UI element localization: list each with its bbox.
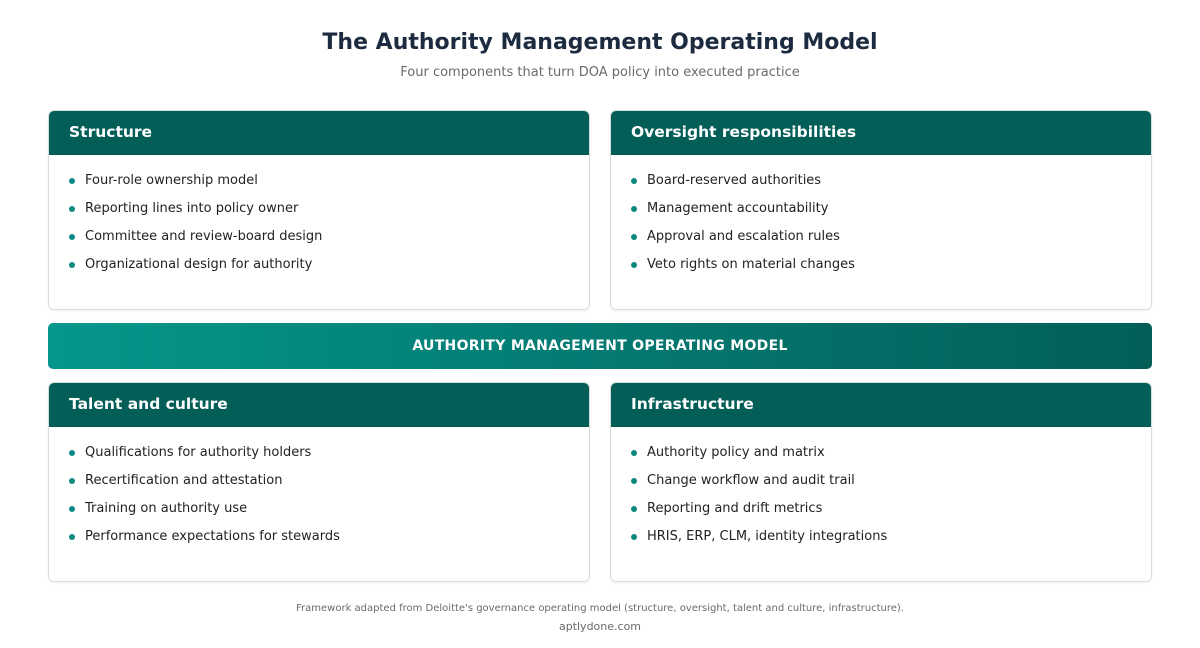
bullet-icon (69, 178, 75, 184)
bullet-icon (631, 450, 637, 456)
list-item (631, 226, 1151, 254)
card-oversight-list (611, 155, 1151, 282)
list-item-label: HRIS, ERP, CLM, identity integrations (647, 529, 888, 544)
list-item-label: Change workflow and audit trail (647, 473, 855, 488)
list-item (631, 170, 1151, 198)
bullet-icon (69, 234, 75, 240)
list-item (631, 198, 1151, 226)
card-infrastructure-list (611, 427, 1151, 554)
list-item (69, 442, 589, 470)
list-item (631, 470, 1151, 498)
bullet-icon (69, 206, 75, 212)
list-item-label: Qualifications for authority holders (85, 445, 312, 460)
card-oversight-title: Oversight responsibilities (611, 111, 1151, 155)
card-talent-title: Talent and culture (49, 383, 589, 427)
list-item-label: Committee and review-board design (85, 229, 323, 244)
list-item (631, 254, 1151, 282)
list-item-label: Organizational design for authority (85, 257, 313, 272)
list-item (631, 498, 1151, 526)
list-item-label: Four-role ownership model (85, 173, 258, 188)
bullet-icon (631, 478, 637, 484)
list-item-label: Recertification and attestation (85, 473, 283, 488)
card-talent-list (49, 427, 589, 554)
list-item (69, 170, 589, 198)
card-infrastructure (610, 382, 1152, 582)
bullet-icon (69, 506, 75, 512)
list-item-label: Board-reserved authorities (647, 173, 822, 188)
list-item (69, 254, 589, 282)
list-item-label: Authority policy and matrix (647, 445, 825, 460)
list-item (69, 526, 589, 554)
bullet-icon (69, 262, 75, 268)
card-infrastructure-title: Infrastructure (611, 383, 1151, 427)
bullet-icon (69, 534, 75, 540)
list-item (631, 442, 1151, 470)
list-item (69, 226, 589, 254)
card-structure-list (49, 155, 589, 282)
operating-model-banner: AUTHORITY MANAGEMENT OPERATING MODEL (48, 323, 1152, 369)
list-item (631, 526, 1151, 554)
card-structure-title: Structure (49, 111, 589, 155)
list-item-label: Veto rights on material changes (647, 257, 855, 272)
bullet-icon (631, 534, 637, 540)
list-item-label: Performance expectations for stewards (85, 529, 340, 544)
page-subtitle: Four components that turn DOA policy into executed practice (400, 65, 800, 80)
bullet-icon (631, 206, 637, 212)
bullet-icon (631, 234, 637, 240)
list-item (69, 470, 589, 498)
bullet-icon (69, 450, 75, 456)
bullet-icon (631, 262, 637, 268)
bullet-icon (69, 478, 75, 484)
list-item (69, 498, 589, 526)
bullet-icon (631, 178, 637, 184)
list-item-label: Reporting and drift metrics (647, 501, 823, 516)
list-item-label: Approval and escalation rules (647, 229, 840, 244)
site-credit: aptlydone.com (558, 620, 642, 633)
list-item-label: Management accountability (647, 201, 829, 216)
card-oversight (610, 110, 1152, 310)
footnote: Framework adapted from Deloitte's governance operating model (structure, oversight, talent and culture, infrastructure). (296, 603, 904, 614)
bullet-icon (631, 506, 637, 512)
list-item-label: Training on authority use (85, 501, 248, 516)
card-talent (48, 382, 590, 582)
card-structure (48, 110, 590, 310)
list-item (69, 198, 589, 226)
page-title: The Authority Management Operating Model (322, 30, 878, 55)
list-item-label: Reporting lines into policy owner (85, 201, 299, 216)
